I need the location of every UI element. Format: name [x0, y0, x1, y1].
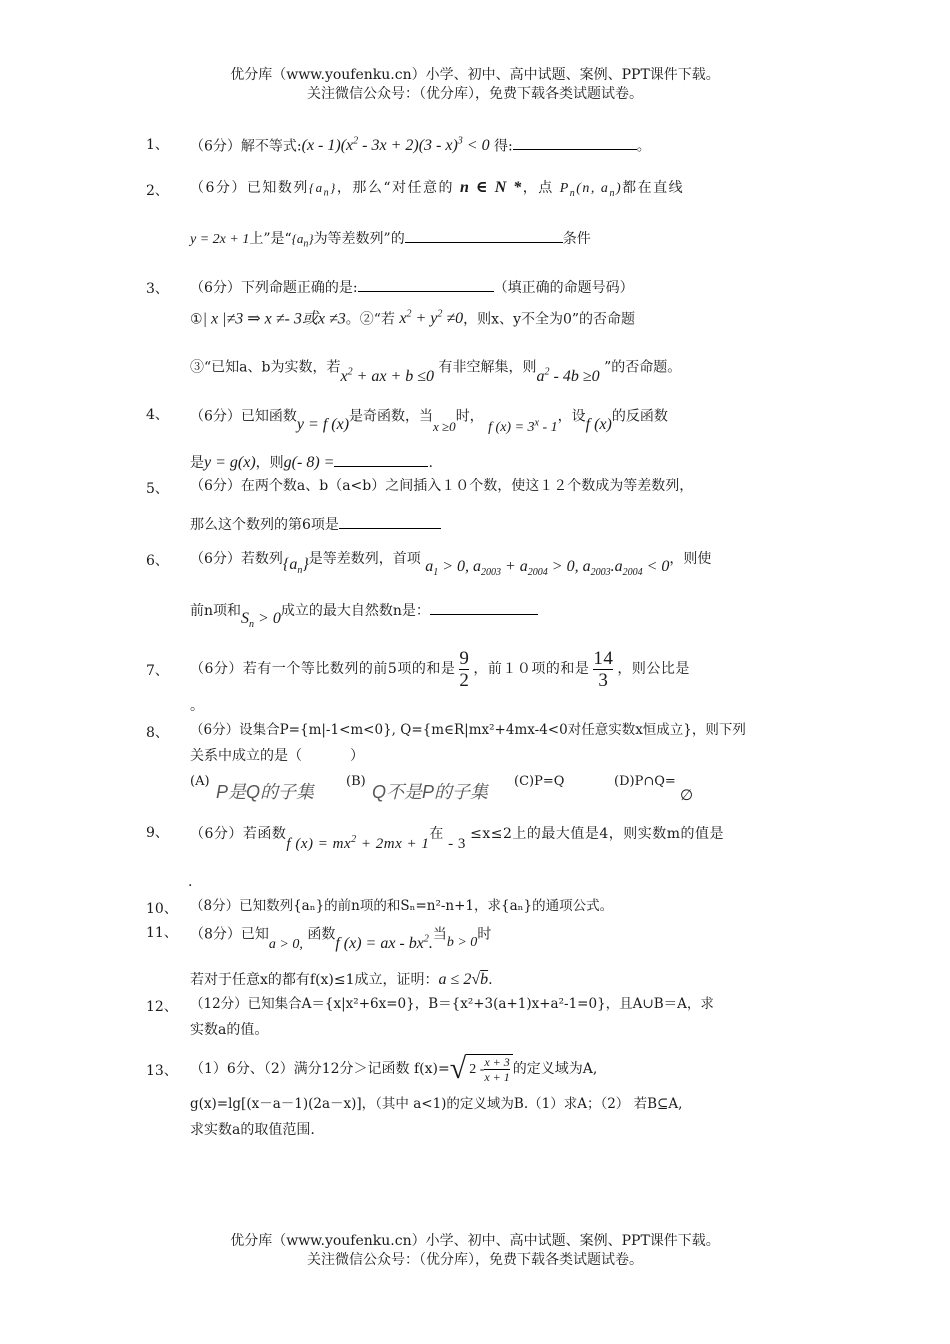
q6-line-2: [190, 600, 538, 631]
q11-function: f (x) = ax - $bx^2$.: [335, 934, 433, 953]
q13-text: （1）6分、（2）满分12分＞记函数 f(x)=: [190, 1061, 450, 1077]
q6-text-5: 成立的最大自然数n是：: [280, 603, 430, 619]
q11-b-cond: b > 0: [446, 935, 478, 951]
q4-text-3: 时，: [455, 408, 484, 425]
q3-text-7: 有非空解集，则: [438, 359, 537, 376]
q5-number: 5、: [146, 481, 169, 497]
q11-line-2: [190, 970, 493, 990]
q5-text-2: 那么这个数列的第6项是: [190, 517, 339, 533]
q8-empty-set: ∅: [680, 788, 694, 804]
q8-line-2: [190, 746, 364, 766]
q3-text-6: ③“已知a、b为实数，若: [190, 359, 341, 376]
q8-option-b-text: Q不是P的子集: [372, 782, 489, 802]
q8-number: 8、: [146, 725, 169, 741]
q8-option-a[interactable]: [190, 772, 210, 792]
q8-option-b-content: [372, 782, 488, 804]
q4-text-5: 的反函数: [611, 408, 668, 425]
q7-number: 7、: [146, 663, 169, 679]
q2-text-5: 上”是“: [249, 231, 292, 247]
q2-seq: $\{a_n\}$: [308, 180, 337, 199]
q3-text-5: ，则x、y不全为0”的否命题: [463, 311, 636, 328]
q3-text-8: ”的否命题。: [604, 359, 682, 376]
q4-inverse: y = g(x): [204, 454, 256, 471]
header-line-2: 关注微信公众号：（优分库），免费下载各类试题试卷。: [307, 86, 643, 102]
q7-fraction-2: $\frac{14}{3}$: [593, 647, 614, 691]
q3-statement-2: $x^2 + y^2 \ne 0$: [399, 309, 464, 328]
q7-fraction-1: $\frac{9}{2}$: [459, 647, 470, 691]
q4-fx: f (x): [585, 415, 612, 433]
footer-line-2: 关注微信公众号：（优分库），免费下载各类试题试卷。: [307, 1252, 643, 1268]
q6-text: （6分）若数列: [190, 551, 283, 567]
header-line-1: 优分库（www.youfenku.cn）小学、初中、高中试题、案例、PPT课件下载。: [230, 67, 720, 83]
q8-option-a-label: (A): [190, 774, 210, 789]
q8-option-a-text: P是Q的子集: [216, 782, 315, 802]
q4-condition: x ≥0: [433, 418, 456, 434]
q4-line-2: [190, 452, 433, 473]
q6-text-4: 前n项和: [190, 603, 242, 619]
q2-n-in-N: n ∈ N *: [459, 179, 523, 196]
q3-text-4: 。②“若: [345, 311, 395, 328]
q2-text-6: 为等差数列”的: [313, 231, 405, 247]
q4-text-2: 是奇函数，当: [349, 408, 434, 425]
q2-line-eq: y = 2x + 1: [190, 232, 250, 247]
q2-text: （6分）已知数列: [190, 180, 309, 196]
q3-ineq: $x^2$ + ax + b ≤0: [340, 367, 435, 386]
q6-text-3: ，则使: [669, 551, 712, 567]
q3-line-3: [190, 353, 682, 386]
q11-text-5: 若对于任意x的都有f(x)≤1成立，证明：: [190, 972, 439, 988]
q1-answer-blank[interactable]: [513, 135, 637, 150]
q6-sum: $S_n > 0$: [241, 610, 281, 631]
q7-text-2: ，前１０项的和是: [473, 661, 590, 677]
q8-option-a-content: [216, 782, 314, 804]
q11-claim: a ≤ 2√b: [438, 971, 489, 988]
q7-line-1: [190, 646, 690, 692]
q11-text-6: .: [488, 972, 493, 988]
q11-text-2: 函数: [307, 926, 336, 943]
q11-text-4: 时: [477, 926, 492, 943]
q3-line-2: [190, 305, 635, 329]
q10-number: 10、: [146, 901, 178, 917]
q8-line-1: （6分）设集合P={m|-1<m<0}, Q={m∈R|mx²+4mx-4<0对任意实数x恒成立}，则下列: [190, 722, 746, 738]
q7-text: （6分）若有一个等比数列的前5项的和是: [190, 661, 456, 677]
q6-number: 6、: [146, 553, 169, 569]
q2-point: $P_n(n$, $a_n$): [559, 181, 623, 199]
q6-seq: $\{a_n\}$: [282, 556, 309, 577]
q9-lower-bound: - 3: [443, 836, 471, 852]
q4-line-1: [190, 403, 668, 435]
q13-line-3: 求实数a的取值范围.: [190, 1122, 315, 1138]
q11-text: （8分）已知: [190, 926, 269, 943]
q13-line-2: g(x)=lg[(x－a－1)(2a－x)]，（其中 a<1)的定义域为B.（1）求A；（2） 若B⊆A,: [190, 1096, 683, 1112]
q4-function: y = f (x): [296, 415, 350, 433]
q4-number: 4、: [146, 407, 169, 423]
q1: [190, 132, 651, 156]
q3-text-3: ①: [190, 311, 203, 328]
q4-text-8: .: [428, 455, 433, 471]
q7-text-3: ，则公比是: [617, 661, 690, 677]
q1-text-3: 。: [636, 138, 651, 155]
q3-answer-blank[interactable]: [358, 277, 494, 292]
q9-text: （6分）若函数: [190, 826, 287, 842]
q2-line-2: [190, 228, 591, 255]
q4-text-6: 是: [190, 455, 204, 471]
q5-line-2: [190, 514, 441, 535]
q6-conditions: $a_1 > 0$, $a_{2003} + a_{2004} > 0$, $a_{2003}.a_{2004} < 0$: [425, 558, 670, 579]
q3-discriminant: $a^2 - 4b \ge 0$: [536, 367, 600, 386]
q9-line-1: [190, 820, 725, 852]
q2-answer-blank[interactable]: [405, 228, 563, 243]
q13-line-1: [190, 1046, 597, 1092]
q6-answer-blank[interactable]: [430, 600, 538, 615]
q3-text-2: （填正确的命题号码）: [493, 280, 634, 296]
q6-line-1: [190, 549, 712, 579]
q13-radicand: 2 - x + 3 x + 1: [466, 1054, 513, 1084]
q7-line-2: 。: [190, 698, 204, 714]
q11-line-1: [190, 920, 492, 953]
q12-line-2: 实数a的值。: [190, 1022, 269, 1038]
q3-statement-1: | x |≠3 ⇒ x ≠- 3或x ≠3: [202, 310, 346, 328]
q10-line-1: （8分）已知数列{aₙ}的前n项的和Sₙ=n²-n+1，求{aₙ}的通项公式。: [190, 898, 614, 914]
q12-number: 12、: [146, 999, 178, 1015]
q8-option-d-content: [680, 786, 693, 806]
q9-function: f $(x) = mx^2 + 2mx + 1$: [286, 834, 430, 852]
q9-number: 9、: [146, 825, 169, 841]
page-header: [0, 66, 950, 104]
q8-option-c[interactable]: (C)P=Q: [514, 774, 565, 789]
q4-answer-blank[interactable]: [334, 452, 428, 467]
q3-text: （6分）下列命题正确的是:: [190, 280, 358, 296]
q12-line-1: （12分）已知集合A＝{x|x²+6x=0}，B＝{x²+3(a+1)x+a²-1=0}，且A∪B＝A，求: [190, 996, 714, 1012]
q2-line-1: [190, 178, 684, 204]
q11-text-3: 当: [432, 926, 447, 943]
footer-line-1: 优分库（www.youfenku.cn）小学、初中、高中试题、案例、PPT课件下载。: [230, 1233, 720, 1249]
q2-text-2: ，那么“对任意的: [336, 180, 454, 196]
q13-text-2: 的定义域为A,: [512, 1061, 598, 1077]
q3-number: 3、: [146, 281, 169, 297]
q9-line-2: .: [188, 874, 193, 890]
q2-text-7: 条件: [562, 231, 591, 247]
q4-text-4: ，设: [557, 408, 586, 425]
q2-text-4: 都在直线: [622, 180, 685, 196]
q5-answer-blank[interactable]: [339, 514, 441, 529]
q2-text-3: ，点: [522, 180, 554, 196]
q9-text-3: ≤x≤2上的最大值是4，则实数m的值是: [470, 826, 725, 842]
page-footer: [0, 1232, 950, 1270]
q13-sqrt-sign: √: [449, 1052, 467, 1085]
q8-option-b[interactable]: [346, 772, 366, 792]
q6-text-2: 是等差数列，首项: [308, 551, 421, 567]
q2-seq-2: $\{a_n\}$: [291, 231, 314, 250]
q11-a-cond: a > 0,: [268, 937, 303, 953]
q8-option-b-label: (B): [346, 774, 366, 789]
q8-text-2: 关系中成立的是（: [190, 748, 302, 764]
q8-text-3: ）: [350, 748, 364, 764]
q1-inequality: $(x - 1)(x^2 - 3x + 2)(3 - x)^3 < 0$: [301, 136, 490, 155]
q1-text-2: 得:: [494, 138, 513, 155]
q4-definition: f $(x) = 3^x - 1$: [488, 417, 558, 435]
q9-text-2: 在: [429, 826, 444, 842]
q5-line-1: （6分）在两个数a、b（a<b）之间插入１０个数，使这１２个数成为等差数列，: [190, 478, 694, 494]
q13-number: 13、: [146, 1063, 178, 1079]
q3-line-1: [190, 277, 634, 298]
q1-number: 1、: [146, 137, 169, 153]
q2-number: 2、: [146, 183, 169, 199]
q8-option-d[interactable]: (D)P∩Q=: [614, 774, 676, 789]
q1-text: （6分）解不等式:: [190, 138, 302, 155]
q4-value: g(- 8) =: [283, 454, 335, 471]
q4-text: （6分）已知函数: [190, 408, 297, 425]
q4-text-7: ，则: [255, 455, 284, 471]
q11-number: 11、: [146, 925, 178, 941]
